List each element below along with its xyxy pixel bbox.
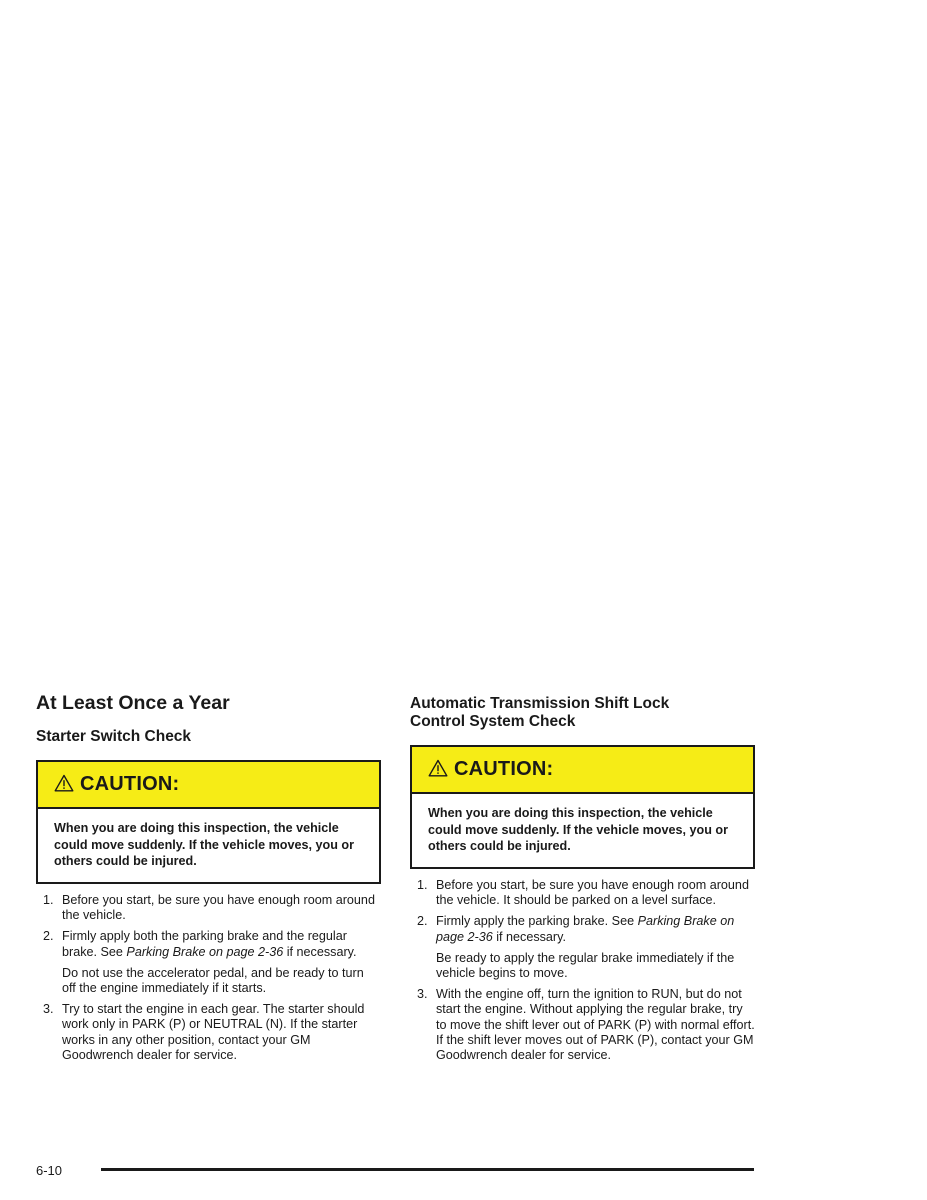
step-text: Try to start the engine in each gear. The starter should work only in PARK (P) or NEUTRAL (N). If the starter works in any other position, contact your GM Goodwrench dealer for service. — [62, 1002, 365, 1062]
subsection-title-starter-switch: Starter Switch Check — [36, 728, 192, 745]
step-number: 2. — [417, 914, 428, 929]
subsection-title-shift-lock — [410, 695, 669, 731]
step-number: 3. — [417, 987, 428, 1002]
starter-check-steps — [36, 893, 381, 1069]
subsection-title-line2: Control System Check — [410, 713, 576, 730]
step-text-cont: if necessary. — [492, 929, 566, 944]
caution-header — [412, 747, 753, 794]
step-number: 1. — [43, 893, 54, 907]
step-text: With the engine off, turn the ignition to RUN, but do not start the engine. Without applying the regular brake, try to move the shift lever out of PARK (P) with normal effort. If the shift lever moves out of PARK (P), contact your GM Goodwrench dealer for service. — [436, 987, 755, 1063]
step-text: Firmly apply both the parking brake and the regular brake. See — [62, 929, 347, 959]
step-item — [36, 893, 381, 923]
step-note: Do not use the accelerator pedal, and be ready to turn off the engine immediately if it starts. — [62, 965, 364, 996]
footer-rule — [101, 1168, 754, 1171]
step-item — [410, 878, 755, 908]
step-text: Before you start, be sure you have enough room around the vehicle. — [62, 893, 375, 923]
step-item — [36, 1002, 381, 1063]
caution-title: CAUTION: — [80, 773, 180, 795]
caution-text: When you are doing this inspection, the vehicle could move suddenly. If the vehicle moves, you or others could be injured. — [428, 806, 728, 853]
caution-text: When you are doing this inspection, the vehicle could move suddenly. If the vehicle moves, you or others could be injured. — [54, 821, 354, 868]
step-number: 2. — [43, 929, 54, 944]
step-number: 3. — [43, 1002, 54, 1017]
subsection-title-line1: Automatic Transmission Shift Lock — [410, 695, 670, 712]
step-text: Before you start, be sure you have enough room around the vehicle. It should be parked on a level surface. — [436, 878, 749, 908]
caution-header — [38, 762, 379, 809]
page-reference-link[interactable]: Parking Brake on page 2-36 — [436, 914, 735, 944]
caution-title: CAUTION: — [454, 758, 554, 780]
step-item — [410, 987, 755, 1063]
step-note: Be ready to apply the regular brake immediately if the vehicle begins to move. — [436, 950, 735, 981]
step-number: 1. — [417, 878, 428, 892]
caution-box-right — [410, 745, 755, 869]
page-reference-link[interactable]: Parking Brake on page 2-36 — [126, 944, 284, 959]
section-title: At Least Once a Year — [36, 692, 230, 714]
step-text-cont: if necessary. — [283, 944, 357, 959]
warning-triangle-icon — [428, 759, 448, 777]
shift-lock-steps — [410, 878, 755, 1069]
step-item — [410, 914, 755, 981]
step-item — [36, 929, 381, 996]
caution-box-left — [36, 760, 381, 884]
step-text: Firmly apply the parking brake. See — [436, 914, 638, 929]
warning-triangle-icon — [54, 774, 74, 792]
page-number: 6-10 — [36, 1163, 63, 1178]
